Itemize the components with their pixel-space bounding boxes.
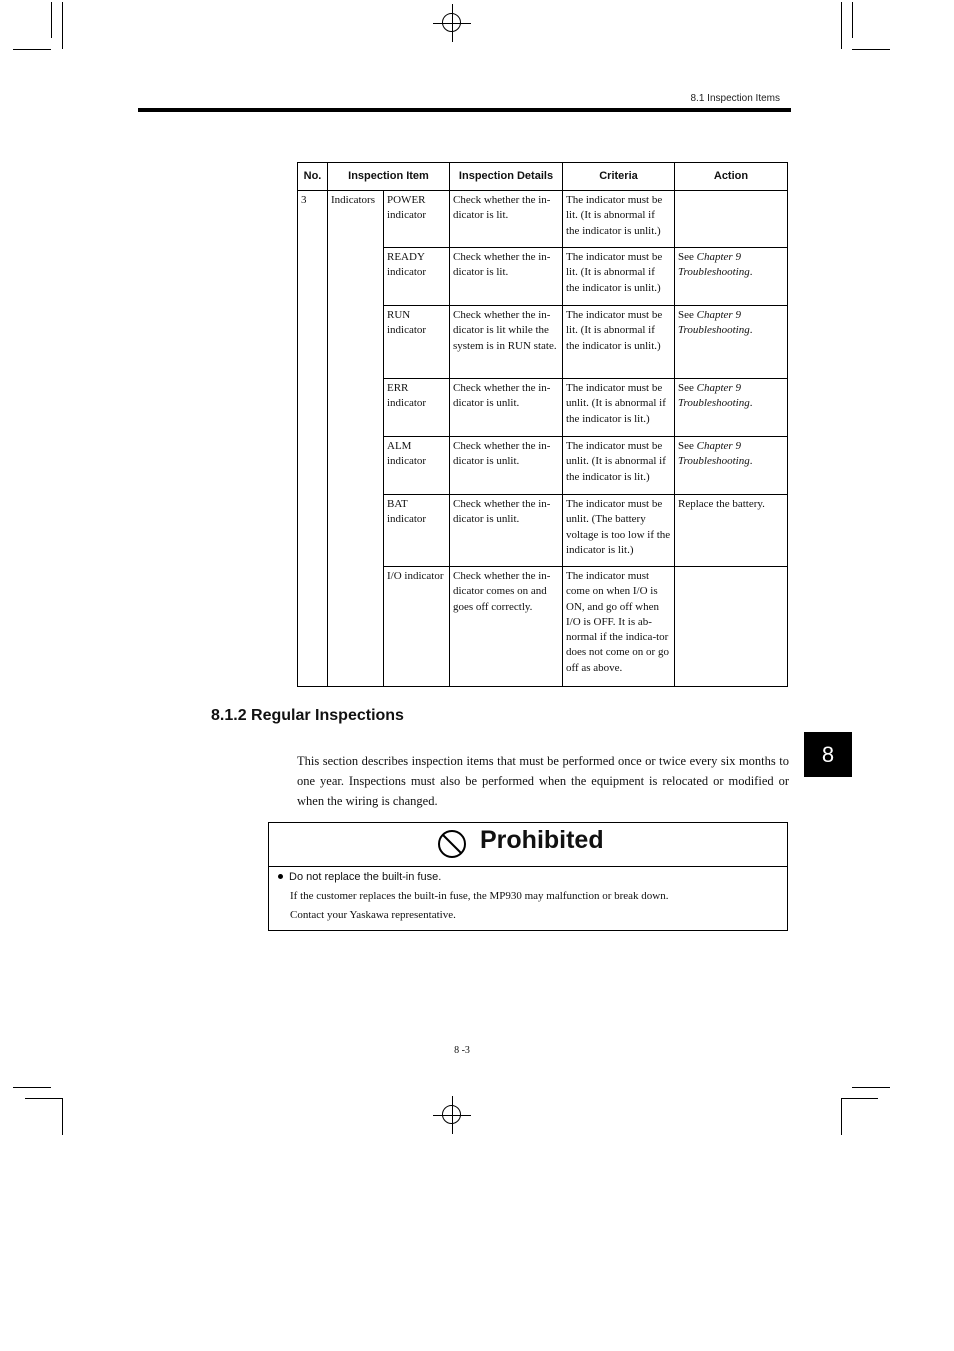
cell-group: Indicators — [328, 191, 384, 687]
prohibited-notice — [268, 822, 788, 931]
cell-action — [675, 248, 788, 306]
cell-criteria: The indicator must be lit. (It is abnormal if the indicator is unlit.) — [563, 306, 675, 379]
table-header-row — [298, 163, 788, 191]
action-text: See — [678, 251, 697, 263]
cell-criteria: The indicator must be lit. (It is abnormal if the indicator is unlit.) — [563, 248, 675, 306]
crop-mark — [62, 2, 63, 49]
cell-item: ERR indicator — [384, 379, 450, 437]
action-suffix: . — [749, 324, 753, 337]
cell-item: ALM indicator — [384, 437, 450, 495]
cell-action — [675, 306, 788, 379]
crop-mark — [852, 49, 890, 50]
action-suffix: . — [749, 455, 753, 468]
cell-details: Check whether the in-dicator is lit. — [450, 248, 563, 306]
crop-mark — [841, 2, 842, 49]
action-reference: Chapter 9 Troubleshooting — [678, 382, 750, 410]
action-reference: Chapter 9 Troubleshooting — [678, 440, 750, 468]
cell-item: READY indicator — [384, 248, 450, 306]
crop-mark — [13, 1087, 51, 1088]
cell-details: Check whether the in-dicator is unlit. — [450, 379, 563, 437]
col-header-criteria: Criteria — [563, 163, 675, 191]
section-paragraph: This section describes inspection items that must be performed once or twice every six months to one year. Inspections must also be performed when the equipment is relocated or modified or when the wiring is changed. — [297, 754, 789, 808]
action-text: Replace the battery. — [678, 498, 765, 510]
cell-item: POWER indicator — [384, 191, 450, 248]
prohibited-sign-icon — [437, 829, 467, 859]
cell-action — [675, 495, 788, 567]
prohibited-bullet — [278, 871, 441, 883]
inspection-table — [297, 162, 788, 687]
cell-action — [675, 379, 788, 437]
prohibited-explanation: If the customer replaces the built-in fuse, the MP930 may malfunction or break down. — [290, 890, 669, 902]
cell-no: 3 — [298, 191, 328, 687]
cell-criteria: The indicator must come on when I/O is ON, and go off when I/O is OFF. It is ab-normal if the indica-tor does not come on or go off as above. — [563, 567, 675, 687]
cell-details: Check whether the in-dicator is unlit. — [450, 437, 563, 495]
action-suffix: . — [749, 266, 753, 279]
cell-item: RUN indicator — [384, 306, 450, 379]
crop-mark — [852, 2, 853, 38]
prohibited-contact: Contact your Yaskawa representative. — [290, 909, 456, 921]
col-header-action: Action — [675, 163, 788, 191]
crop-mark — [62, 1099, 63, 1135]
bullet-icon — [278, 874, 283, 879]
page-number: 8 -3 — [454, 1045, 470, 1056]
col-header-no: No. — [298, 163, 328, 191]
chapter-tab: 8 — [804, 732, 852, 777]
action-text: See — [678, 440, 697, 452]
cell-action — [675, 437, 788, 495]
prohibited-title: Prohibited — [480, 826, 604, 854]
crop-mark — [852, 1087, 890, 1088]
table-row — [298, 191, 788, 248]
col-header-item: Inspection Item — [328, 163, 450, 191]
cell-criteria: The indicator must be lit. (It is abnormal if the indicator is unlit.) — [563, 191, 675, 248]
cell-criteria: The indicator must be unlit. (The battery voltage is too low if the indicator is lit.) — [563, 495, 675, 567]
crop-mark — [51, 2, 52, 38]
cell-criteria: The indicator must be unlit. (It is abnormal if the indicator is lit.) — [563, 437, 675, 495]
action-text: See — [678, 309, 697, 321]
crop-mark — [13, 49, 51, 50]
cell-details: Check whether the in-dicator comes on and goes off correctly. — [450, 567, 563, 687]
action-reference: Chapter 9 Troubleshooting — [678, 309, 750, 337]
running-header: 8.1 Inspection Items — [690, 93, 780, 104]
action-text: See — [678, 382, 697, 394]
action-suffix: . — [749, 397, 753, 410]
registration-mark-icon — [433, 1096, 471, 1134]
col-header-details: Inspection Details — [450, 163, 563, 191]
crop-mark — [841, 1098, 842, 1135]
cell-action — [675, 191, 788, 248]
cell-details: Check whether the in-dicator is lit. — [450, 191, 563, 248]
header-rule — [138, 108, 791, 112]
prohibited-header — [269, 823, 787, 867]
action-reference: Chapter 9 Troubleshooting — [678, 251, 750, 279]
crop-mark — [25, 1098, 63, 1099]
crop-mark — [841, 1098, 878, 1099]
cell-item: I/O indicator — [384, 567, 450, 687]
registration-mark-icon — [433, 4, 471, 42]
cell-item: BAT indicator — [384, 495, 450, 567]
cell-details: Check whether the in-dicator is unlit. — [450, 495, 563, 567]
cell-action — [675, 567, 788, 687]
cell-criteria: The indicator must be unlit. (It is abnormal if the indicator is lit.) — [563, 379, 675, 437]
prohibited-bullet-text: Do not replace the built-in fuse. — [289, 871, 442, 883]
cell-details: Check whether the in-dicator is lit while the system is in RUN state. — [450, 306, 563, 379]
section-heading: 8.1.2 Regular Inspections — [211, 707, 404, 724]
